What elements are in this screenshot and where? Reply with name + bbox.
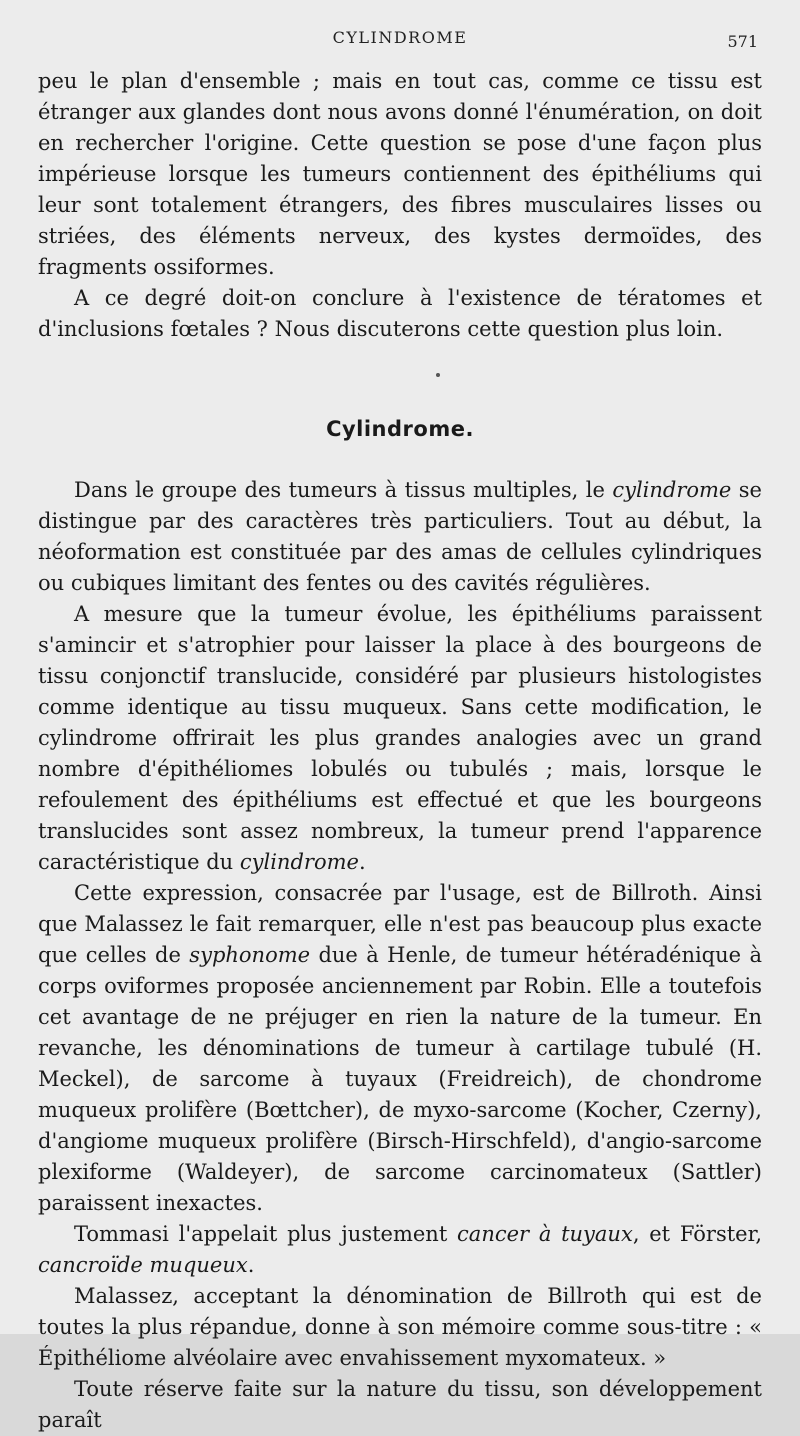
paragraph-definition: Dans le groupe des tumeurs à tissus multiples, le cylindrome se distingue par des caractères très particuliers. Tout au début, la néoformation est constituée par des amas de cellules cylindriques ou cubiques limitant des fentes ou des cavités régulières. [38, 478, 762, 595]
intro-text [38, 66, 762, 345]
italic-term: cancroïde muqueux [38, 1253, 248, 1277]
paragraph-evolution: A mesure que la tumeur évolue, les épithéliums paraissent s'amincir et s'atrophier pour laisser la place à des bourgeons de tissu conjonctif translucide, considéré par plusieurs histologistes comme identique au tissu muqueux. Sans cette modification, le cylindrome offrirait les plus grandes analogies avec un grand nombre d'épithéliomes lobulés ou tubulés ; mais, lorsque le refoulement des épithéliums est effectué et que les bourgeons translucides sont assez nombreux, la tumeur prend l'apparence caractéristique du cylindrome. [38, 602, 762, 874]
page-number: 571 [727, 32, 758, 51]
italic-term: cylindrome [612, 478, 732, 502]
separator-dot [38, 345, 762, 397]
section-body [38, 475, 762, 1436]
paragraph-intro-1: peu le plan d'ensemble ; mais en tout cas, comme ce tissu est étranger aux glandes dont nous avons donné l'énumération, on doit en rechercher l'origine. Cette question se pose d'une façon plus impérieuse lorsque les tumeurs contiennent des épithéliums qui leur sont totalement étrangers, des fibres musculaires lisses ou striées, des éléments nerveux, des kystes dermoïdes, des fragments ossiformes. [38, 69, 762, 279]
italic-term: cancer à tuyaux [457, 1222, 633, 1246]
paragraph-tommasi: Tommasi l'appelait plus justement cancer à tuyaux, et Förster, cancroïde muqueux. [38, 1222, 763, 1277]
running-head [38, 28, 762, 58]
paragraph-malassez: Malassez, acceptant la dénomination de Billroth qui est de toutes la plus répandue, donne à son mémoire comme sous-titre : « Épithéliome alvéolaire avec envahissement myxomateux. » [38, 1284, 762, 1370]
running-title: CYLINDROME [332, 28, 468, 47]
paragraph-intro-2: A ce degré doit-on conclure à l'existence de tératomes et d'inclusions fœtales ? Nous discuterons cette question plus loin. [38, 286, 762, 341]
italic-term: cylindrome [239, 850, 359, 874]
italic-term: syphonome [189, 943, 311, 967]
paragraph-terminology: Cette expression, consacrée par l'usage, est de Billroth. Ainsi que Malassez le fait remarquer, elle n'est pas beaucoup plus exacte que celles de syphonome due à Henle, de tumeur hétéradénique à corps oviformes proposée anciennement par Robin. Elle a toutefois cet avantage de ne préjuger en rien la nature de la tumeur. En revanche, les dénominations de tumeur à cartilage tubulé (H. Meckel), de sarcome à tuyaux (Freidreich), de chondrome muqueux prolifère (Bœttcher), de myxo-sarcome (Kocher, Czerny), d'angiome muqueux prolifère (Birsch-Hirschfeld), d'angio-sarcome plexiforme (Waldeyer), de sarcome carcinomateux (Sattler) paraissent inexactes. [38, 881, 762, 1215]
section-title: Cylindrome. [326, 417, 474, 441]
paragraph-development: Toute réserve faite sur la nature du tissu, son développement paraît [38, 1377, 762, 1432]
